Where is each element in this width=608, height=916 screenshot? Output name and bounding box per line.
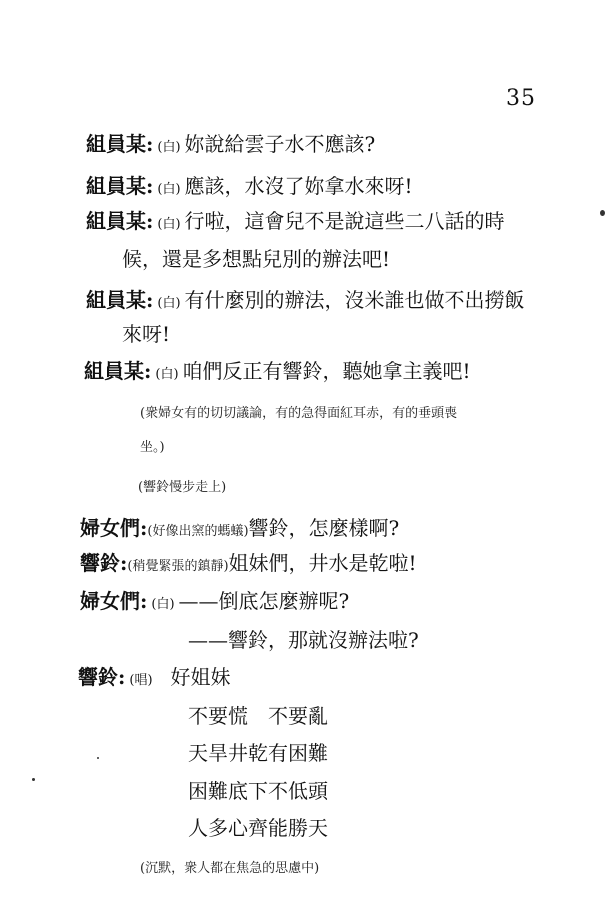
song-line-1 <box>78 661 231 690</box>
song-verse: 不要慌 不要亂 <box>188 704 328 728</box>
dialogue-text: 來呀! <box>122 322 171 346</box>
speaker-label: 組員某: <box>84 359 152 383</box>
dialogue-line-7 <box>80 547 417 576</box>
stage-direction: (沉默，衆人都在焦急的思慮中) <box>140 861 320 876</box>
dialogue-line-6 <box>80 512 399 541</box>
dialogue-text: ——倒底怎麼辦呢? <box>178 589 350 613</box>
dialogue-text: 咱們反正有響鈴，聽她拿主義吧! <box>182 359 471 383</box>
dialogue-text: 行啦，這會兒不是說這些二八話的時 <box>184 209 505 233</box>
acting-note: (好像出窯的螞蟻) <box>147 524 249 539</box>
speaker-label: 響鈴: <box>78 665 126 689</box>
speaker-label: 組員某: <box>86 209 154 233</box>
dialogue-line-3 <box>86 205 505 234</box>
delivery-mode: (白) <box>157 182 181 197</box>
page-number: 35 <box>506 86 536 111</box>
delivery-mode: (白) <box>155 367 179 382</box>
stage-direction: (響鈴慢步走上) <box>138 480 227 495</box>
stage-direction-continued: 坐。) <box>140 440 165 455</box>
dialogue-line-4-continued <box>122 318 170 347</box>
speaker-label: 婦女們: <box>80 516 148 540</box>
song-verse: 好姐妹 <box>170 665 231 689</box>
delivery-mode: (白) <box>157 296 181 311</box>
dialogue-line-2 <box>86 170 413 199</box>
dialogue-text: 候，還是多想點兒別的辦法吧! <box>122 247 391 271</box>
acting-note: (稍覺緊張的鎮靜) <box>127 559 229 574</box>
dialogue-line-5 <box>84 355 471 384</box>
speaker-label: 響鈴: <box>80 551 128 575</box>
dialogue-text: 應該，水沒了妳拿水來呀! <box>184 174 413 198</box>
dialogue-text: 有什麼別的辦法，沒米誰也做不出撈飯 <box>184 288 525 312</box>
dialogue-line-4 <box>86 284 525 313</box>
dialogue-line-8-continued <box>188 624 419 653</box>
song-verse: 天旱井乾有困難 <box>188 741 328 765</box>
dialogue-text: 姐妹們，井水是乾啦! <box>228 551 417 575</box>
dialogue-text: 妳說給雲子水不應該? <box>184 132 376 156</box>
delivery-mode: (唱) <box>129 673 153 688</box>
song-verse: 人多心齊能勝天 <box>188 816 328 840</box>
scan-speck <box>32 778 35 781</box>
scan-speck <box>600 210 605 216</box>
dialogue-text: ——響鈴，那就沒辦法啦? <box>188 628 419 652</box>
dialogue-line-1 <box>86 128 375 157</box>
delivery-mode: (白) <box>151 597 175 612</box>
dialogue-line-8 <box>80 585 349 614</box>
scan-speck <box>97 757 99 759</box>
speaker-label: 組員某: <box>86 132 154 156</box>
speaker-label: 組員某: <box>86 288 154 312</box>
delivery-mode: (白) <box>157 217 181 232</box>
speaker-label: 婦女們: <box>80 589 148 613</box>
dialogue-line-3-continued <box>122 243 390 272</box>
stage-direction: (衆婦女有的切切議論，有的急得面紅耳赤，有的垂頭喪 <box>140 406 458 421</box>
delivery-mode: (白) <box>157 140 181 155</box>
speaker-label: 組員某: <box>86 174 154 198</box>
dialogue-text: 響鈴，怎麼樣啊? <box>248 516 400 540</box>
song-verse: 困難底下不低頭 <box>188 779 328 803</box>
